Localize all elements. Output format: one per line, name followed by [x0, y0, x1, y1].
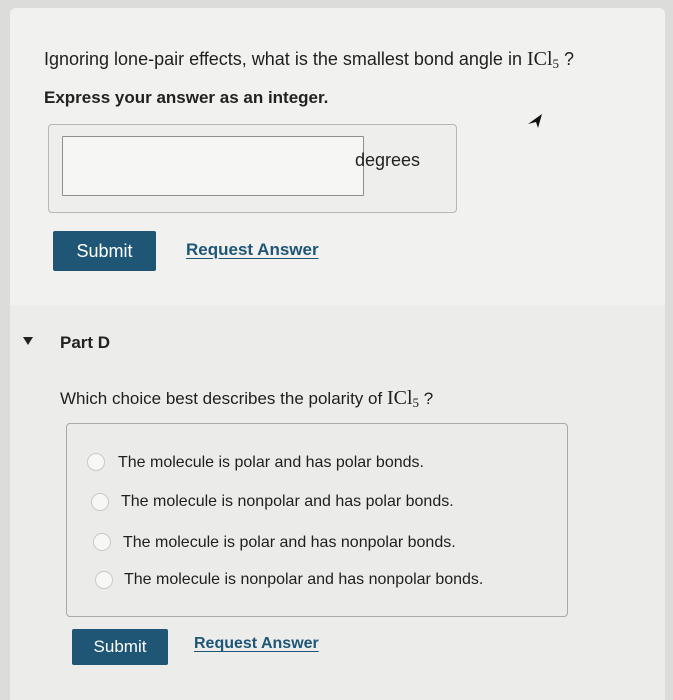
- chemical-formula: ICl$_5$: [386, 387, 419, 410]
- option-2-label[interactable]: The molecule is nonpolar and has polar bonds.: [121, 493, 454, 510]
- option-1-label[interactable]: The molecule is polar and has polar bonds.: [118, 454, 424, 471]
- chemical-formula: ICl$_5$: [526, 48, 560, 71]
- radio-option-3[interactable]: [93, 533, 111, 551]
- instruction-text: Express your answer as an integer.: [44, 88, 329, 107]
- question-text: Ignoring lone-pair effects, what is the smallest bond angle in: [44, 49, 527, 69]
- submit-button[interactable]: Submit: [72, 629, 168, 665]
- radio-option-1[interactable]: [87, 453, 105, 471]
- submit-button[interactable]: Submit: [53, 231, 156, 271]
- question-text: Which choice best describes the polarity of: [60, 389, 387, 408]
- collapse-triangle-icon[interactable]: [22, 336, 34, 346]
- bond-angle-input[interactable]: [62, 136, 364, 196]
- unit-label: degrees: [355, 150, 421, 170]
- question-mark: ?: [419, 389, 434, 408]
- mouse-cursor-icon: [527, 112, 545, 130]
- radio-option-4[interactable]: [95, 571, 113, 589]
- request-answer-link[interactable]: Request Answer: [186, 240, 319, 259]
- part-d-question: [60, 387, 433, 411]
- part-c-question: [44, 48, 574, 72]
- part-d-title: Part D: [60, 333, 111, 352]
- request-answer-link[interactable]: Request Answer: [194, 635, 319, 652]
- question-mark: ?: [559, 49, 575, 69]
- option-4-label[interactable]: The molecule is nonpolar and has nonpolar bonds.: [124, 571, 484, 588]
- radio-option-2[interactable]: [91, 493, 109, 511]
- option-3-label[interactable]: The molecule is polar and has nonpolar bonds.: [123, 534, 456, 551]
